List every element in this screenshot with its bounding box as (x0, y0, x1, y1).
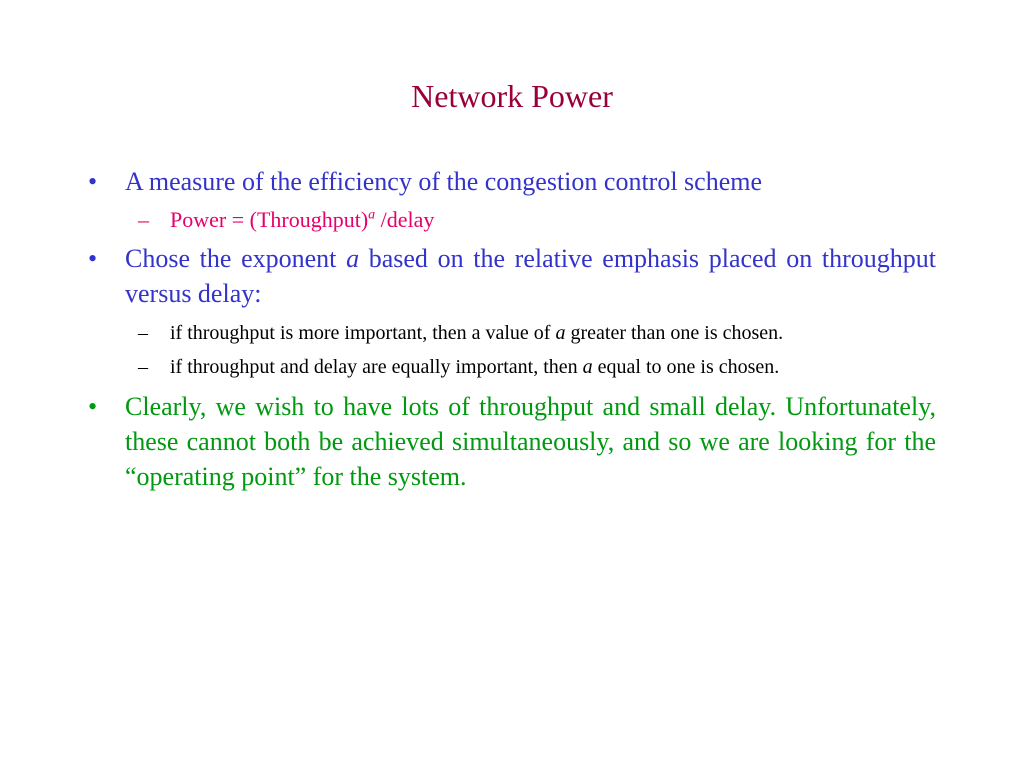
exponent-symbol: a (346, 244, 360, 273)
sub-bullet-throughput-important (84, 317, 936, 349)
sub-bullet-power-formula (84, 205, 936, 235)
bullet-marker: • (88, 167, 98, 196)
sub-bullet-marker: – (138, 207, 149, 232)
bullet-text: A measure of the efficiency of the congestion control scheme (125, 167, 763, 196)
sub-bullet-text-post: greater than one is chosen. (565, 322, 784, 344)
sub-bullet-marker: – (138, 322, 148, 344)
formula-prefix: Power = (Throughput) (170, 207, 369, 232)
bullet-efficiency (84, 164, 936, 199)
slide-content (84, 164, 936, 494)
sub-bullet-equally-important (84, 351, 936, 383)
sub-bullet-text-pre: if throughput is more important, then a value of (170, 322, 556, 344)
bullet-exponent (84, 241, 936, 311)
sub-bullet-marker: – (138, 356, 148, 378)
exponent-symbol: a (555, 322, 566, 344)
bullet-text-pre: Chose the exponent (125, 244, 347, 273)
bullet-marker: • (88, 244, 98, 273)
sub-bullet-text-pre: if throughput and delay are equally important, then (170, 356, 583, 378)
exponent-symbol: a (582, 356, 593, 378)
bullet-operating-point (84, 389, 936, 494)
slide-title: Network Power (411, 78, 613, 114)
bullet-marker: • (88, 392, 98, 421)
formula-suffix: /delay (375, 207, 435, 232)
sub-bullet-text-post: equal to one is chosen. (592, 356, 780, 378)
bullet-text-post: based on the relative emphasis placed on throughput versus delay: (125, 244, 936, 308)
bullet-text: Clearly, we wish to have lots of throughput and small delay. Unfortunately, these cannot both be achieved simultaneously, and so we are looking for the “operating point” for the system. (125, 392, 936, 491)
formula-exponent: a (368, 207, 376, 223)
